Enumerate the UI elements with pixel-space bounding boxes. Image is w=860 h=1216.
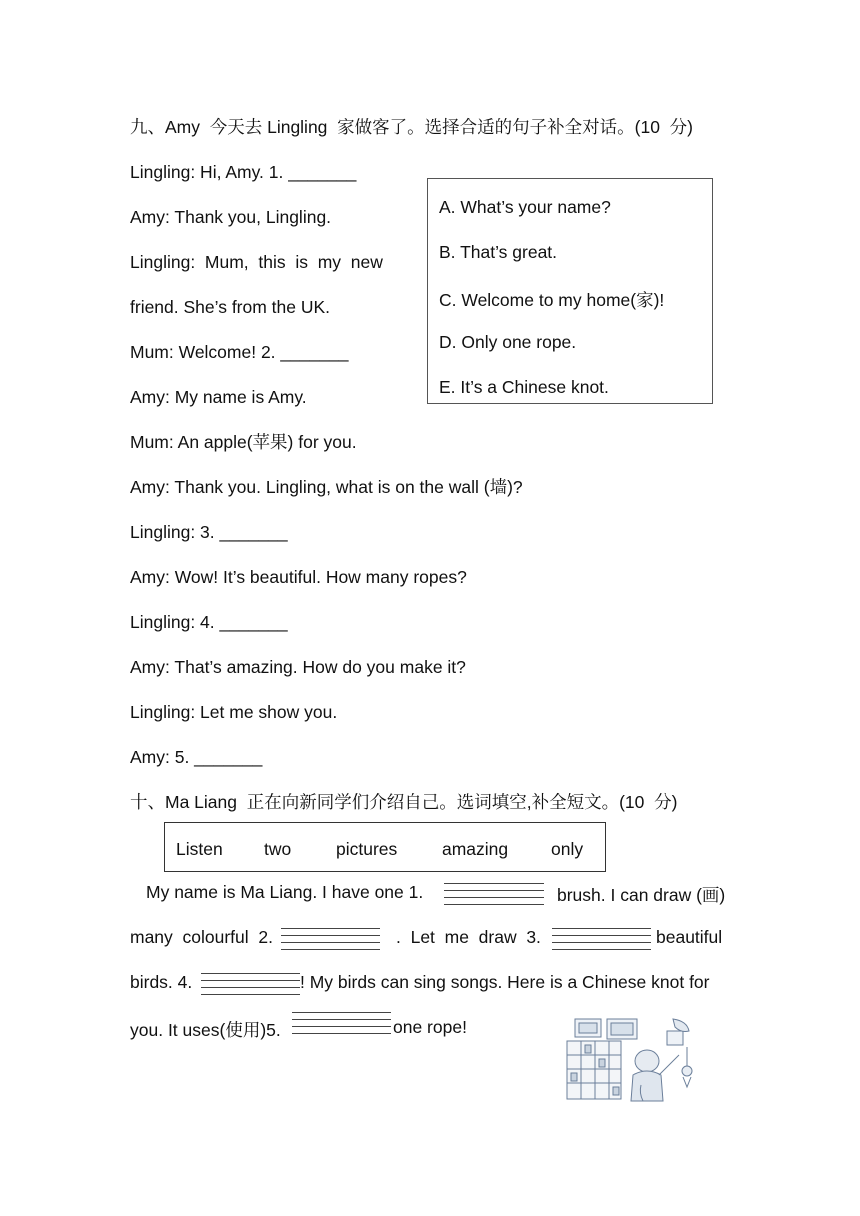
passage-text: you. It uses(使用)5. [130, 1020, 281, 1040]
passage-text: brush. I can draw (画) [557, 885, 726, 905]
passage-text: ! My birds can sing songs. Here is a Chinese knot for [300, 972, 710, 992]
dialogue-line-8: Amy: Thank you. Lingling, what is on the wall (墙)? [130, 477, 523, 497]
option-a: A. What’s your name? [439, 197, 611, 217]
section-9-title: 九、Amy 今天去 Lingling 家做客了。选择合适的句子补全对话。(10 分) [130, 117, 693, 137]
word-amazing: amazing [442, 839, 509, 859]
dialogue-line-11: Lingling: 4. _______ [130, 612, 288, 632]
passage-text: . Let me draw 3. [396, 927, 541, 947]
word-only: only [551, 839, 584, 859]
ma-liang-drawing-illustration [563, 1015, 703, 1103]
word-listen: Listen [176, 839, 223, 859]
dialogue-line-9: Lingling: 3. _______ [130, 522, 288, 542]
dialogue-line-14: Amy: 5. _______ [130, 747, 263, 767]
dialogue-line-4: friend. She’s from the UK. [130, 297, 331, 317]
answer-blank-2[interactable] [281, 928, 380, 950]
dialogue-line-2: Amy: Thank you, Lingling. [130, 207, 332, 227]
passage-text: My name is Ma Liang. I have one 1. [146, 882, 424, 902]
answer-blank-1[interactable] [444, 883, 544, 905]
passage-text: beautiful [656, 927, 723, 947]
option-e: E. It’s a Chinese knot. [439, 377, 609, 397]
option-b: B. That’s great. [439, 242, 558, 262]
answer-blank-4[interactable] [201, 973, 300, 995]
dialogue-line-12: Amy: That’s amazing. How do you make it? [130, 657, 466, 677]
dialogue-line-13: Lingling: Let me show you. [130, 702, 338, 722]
word-bank [164, 822, 606, 872]
passage-text: many colourful 2. [130, 927, 273, 947]
answer-blank-3[interactable] [552, 928, 651, 950]
options-box [427, 178, 713, 404]
dialogue-line-3: Lingling: Mum, this is my new [130, 252, 383, 272]
dialogue-line-6: Amy: My name is Amy. [130, 387, 307, 407]
option-c: C. Welcome to my home(家)! [439, 290, 665, 310]
answer-blank-5[interactable] [292, 1012, 391, 1034]
dialogue-line-10: Amy: Wow! It’s beautiful. How many ropes? [130, 567, 467, 587]
option-d: D. Only one rope. [439, 332, 577, 352]
dialogue-line-5: Mum: Welcome! 2. _______ [130, 342, 349, 362]
word-two: two [264, 839, 292, 859]
section-10-title: 十、Ma Liang 正在向新同学们介绍自己。选词填空,补全短文。(10 分) [130, 792, 678, 812]
passage-text: one rope! [393, 1017, 467, 1037]
word-pictures: pictures [336, 839, 398, 859]
dialogue-line-7: Mum: An apple(苹果) for you. [130, 432, 357, 452]
dialogue-line-1: Lingling: Hi, Amy. 1. _______ [130, 162, 357, 182]
passage-text: birds. 4. [130, 972, 193, 992]
